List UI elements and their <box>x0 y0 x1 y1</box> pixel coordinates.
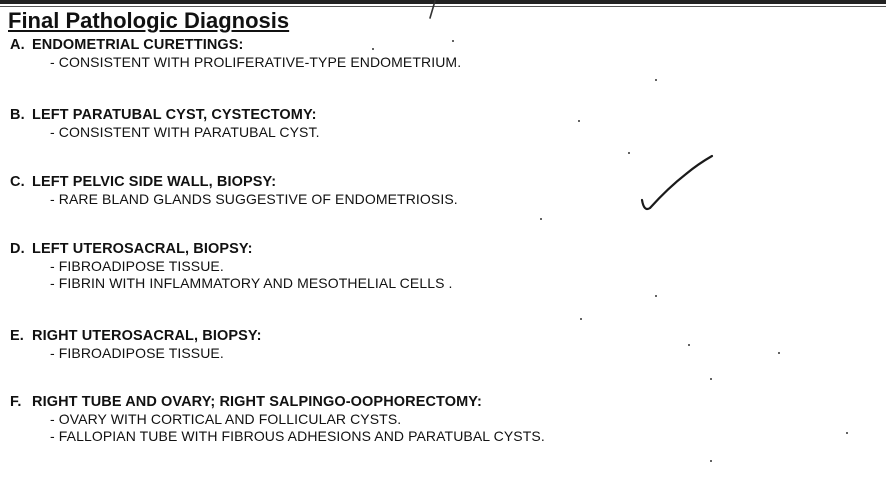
diagnosis-section-f <box>10 393 545 445</box>
section-letter: D. <box>10 241 25 257</box>
finding-line: - CONSISTENT WITH PROLIFERATIVE-TYPE ENDOMETRIUM. <box>50 54 462 70</box>
scan-speck <box>688 344 690 346</box>
scan-speck <box>778 352 780 354</box>
scan-speck <box>578 120 580 122</box>
scan-speck <box>540 218 542 220</box>
finding-line: - OVARY WITH CORTICAL AND FOLLICULAR CYSTS. <box>50 411 402 427</box>
diagnosis-section-b <box>10 106 320 141</box>
section-heading-text: RIGHT TUBE AND OVARY; RIGHT SALPINGO-OOPHORECTOMY: <box>32 394 482 410</box>
section-heading <box>10 327 262 345</box>
finding-line: - FALLOPIAN TUBE WITH FIBROUS ADHESIONS AND PARATUBAL CYSTS. <box>50 428 545 444</box>
scan-speck <box>710 460 712 462</box>
section-heading-text: LEFT PARATUBAL CYST, CYSTECTOMY: <box>32 107 317 123</box>
section-heading <box>10 173 458 191</box>
section-heading <box>10 240 453 258</box>
diagnosis-section-c <box>10 173 458 208</box>
scan-speck <box>710 378 712 380</box>
section-letter: C. <box>10 174 25 190</box>
scan-speck <box>372 48 374 50</box>
scan-speck <box>655 295 657 297</box>
section-letter: E. <box>10 328 24 344</box>
section-letter: B. <box>10 107 25 123</box>
diagnosis-section-a <box>10 36 461 71</box>
section-heading-text: LEFT UTEROSACRAL, BIOPSY: <box>32 241 253 257</box>
scan-speck <box>452 40 454 42</box>
finding-line: - CONSISTENT WITH PARATUBAL CYST. <box>50 124 320 140</box>
top-border-rule-thin <box>0 6 886 7</box>
section-heading-text: ENDOMETRIAL CURETTINGS: <box>32 37 244 53</box>
scan-speck <box>655 79 657 81</box>
section-heading-text: RIGHT UTEROSACRAL, BIOPSY: <box>32 328 262 344</box>
checkmark-icon <box>638 150 718 220</box>
finding-line: - FIBROADIPOSE TISSUE. <box>50 345 224 361</box>
section-letter: A. <box>10 37 25 53</box>
scan-speck <box>628 152 630 154</box>
section-letter: F. <box>10 394 22 410</box>
finding-line: - RARE BLAND GLANDS SUGGESTIVE OF ENDOMETRIOSIS. <box>50 191 458 207</box>
diagnosis-section-d <box>10 240 453 292</box>
diagnosis-section-e <box>10 327 262 362</box>
section-heading <box>10 106 320 124</box>
section-heading-text: LEFT PELVIC SIDE WALL, BIOPSY: <box>32 174 277 190</box>
scan-speck <box>580 318 582 320</box>
page-title: Final Pathologic Diagnosis <box>8 8 290 33</box>
top-border-rule <box>0 0 886 4</box>
finding-line: - FIBRIN WITH INFLAMMATORY AND MESOTHELIAL CELLS . <box>50 275 453 291</box>
section-heading <box>10 393 545 411</box>
finding-line: - FIBROADIPOSE TISSUE. <box>50 258 224 274</box>
section-heading <box>10 36 461 54</box>
pen-stroke-icon <box>425 0 439 20</box>
scan-speck <box>846 432 848 434</box>
